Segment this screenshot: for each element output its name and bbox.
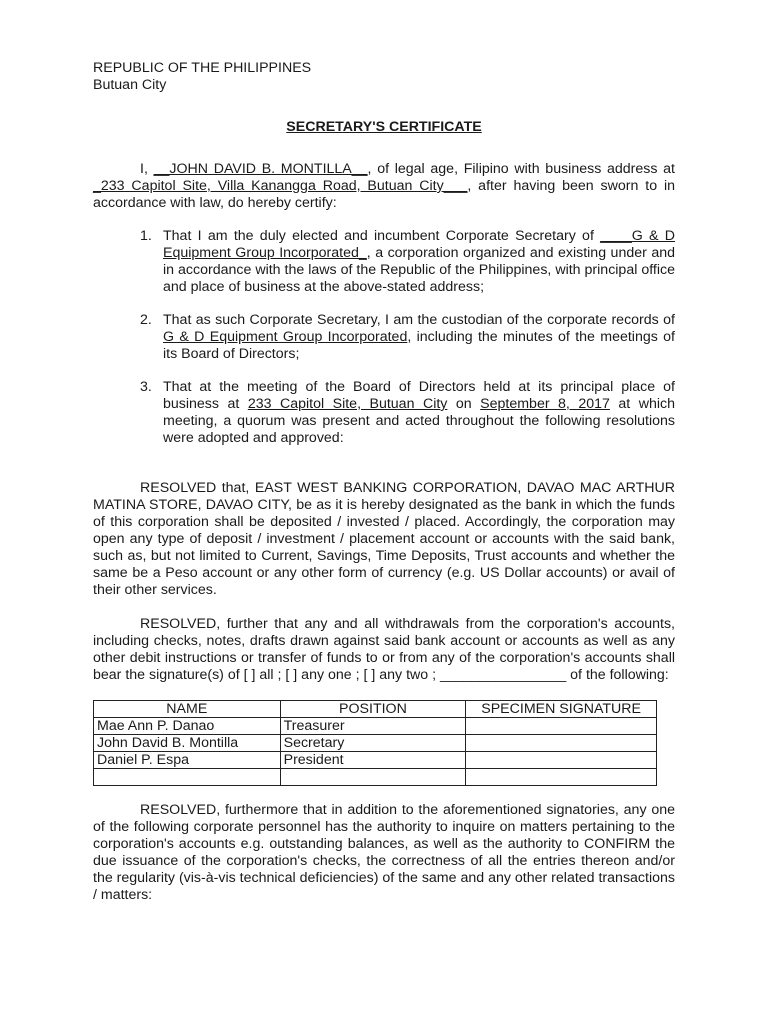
item-text: That at the meeting of the Board of Directors held at its principal place of business at [163,379,675,412]
column-header-signature: SPECIMEN SIGNATURE [466,701,657,718]
intro-text-3: , after having been sworn to in accordance with law, do hereby certify: [93,178,675,211]
column-header-name: NAME [94,701,281,718]
list-item [93,379,675,447]
header-country: REPUBLIC OF THE PHILIPPINES [93,60,312,76]
document-page [93,60,675,904]
cell-name: Daniel P. Espa [94,752,281,769]
cell-name: John David B. Montilla [94,735,281,752]
meeting-date: September 8, 2017 [480,396,610,412]
item-text: That as such Corporate Secretary, I am the custodian of the corporate records of [163,312,675,328]
signatories-table [93,700,657,786]
cell-name [94,769,281,786]
item-text: , a corporation organized and existing under and in accordance with the laws of the Republic of the Philippines, with principal office and place of business at the above-stated address; [163,245,675,295]
resolution-bank: RESOLVED that, EAST WEST BANKING CORPORATION, DAVAO MAC ARTHUR MATINA STORE, DAVAO CITY, be as it is hereby designated as the bank in which the funds of this corporation shall be deposited / invested / placed. Accordingly, the corporation may open any type of deposit / investment / placement account or accounts with the said bank, such as, but not limited to Current, Savings, Time Deposits, Trust accounts and whether the same be a Peso account or any other form of currency (e.g. US Dollar accounts) or avail of their other services. [93,480,675,598]
corporation-name: G & D Equipment Group Incorporated [163,329,408,345]
cell-signature [466,718,657,735]
cell-position: President [280,752,466,769]
cell-signature [466,752,657,769]
cell-position: Treasurer [280,718,466,735]
intro-paragraph [93,161,675,212]
corporation-name: ____G & D Equipment Group Incorporated_ [163,228,675,261]
cell-position [280,769,466,786]
business-address: _233 Capitol Site, Villa Kanangga Road, Butuan City___ [93,178,468,194]
secretary-name: __JOHN DAVID B. MONTILLA__ [153,161,368,177]
item-text: on [447,396,481,412]
item-text: That I am the duly elected and incumbent Corporate Secretary of [163,228,601,244]
column-header-position: POSITION [280,701,466,718]
cell-position: Secretary [280,735,466,752]
list-item [93,228,675,296]
resolution-withdrawals: RESOLVED, further that any and all withdrawals from the corporation's accounts, including checks, notes, drafts drawn against said bank account or accounts as well as any other debit instructions or transfer of funds to or from any of the corporation's accounts shall bear the signature(s) of [ ] all ; [ ] any one ; [ ] any two ; ________________ of the following: [93,616,675,683]
intro-text-1: I, [140,161,154,177]
table-row [94,752,657,769]
item-text: , including the minutes of the meetings of its Board of Directors; [163,329,675,362]
item-number: 2. [140,312,152,328]
item-number: 1. [140,228,152,244]
table-row [94,718,657,735]
item-number: 3. [140,379,152,395]
document-title: SECRETARY'S CERTIFICATE [286,119,482,135]
meeting-place: 233 Capitol Site, Butuan City [247,396,448,412]
resolution-inquiry: RESOLVED, furthermore that in addition to the aforementioned signatories, any one of the following corporate personnel has the authority to inquire on matters pertaining to the corporation's accounts e.g. outstanding balances, as well as the authority to CONFIRM the due issuance of the corporation's checks, the correctness of all the entries thereon and/or the regularity (vis-à-vis technical deficiencies) of the same and any other related transactions / matters: [93,802,675,903]
list-item [93,312,675,363]
table-row [94,769,657,786]
certification-list [93,228,675,447]
cell-name: Mae Ann P. Danao [94,718,281,735]
table-header-row [94,701,657,718]
header-city: Butuan City [93,77,167,93]
intro-text-2: , of legal age, Filipino with business address at [367,161,676,177]
item-text: at which meeting, a quorum was present and acted throughout the following resolutions were adopted and approved: [163,396,675,446]
table-row [94,735,657,752]
cell-signature [466,735,657,752]
cell-signature [466,769,657,786]
